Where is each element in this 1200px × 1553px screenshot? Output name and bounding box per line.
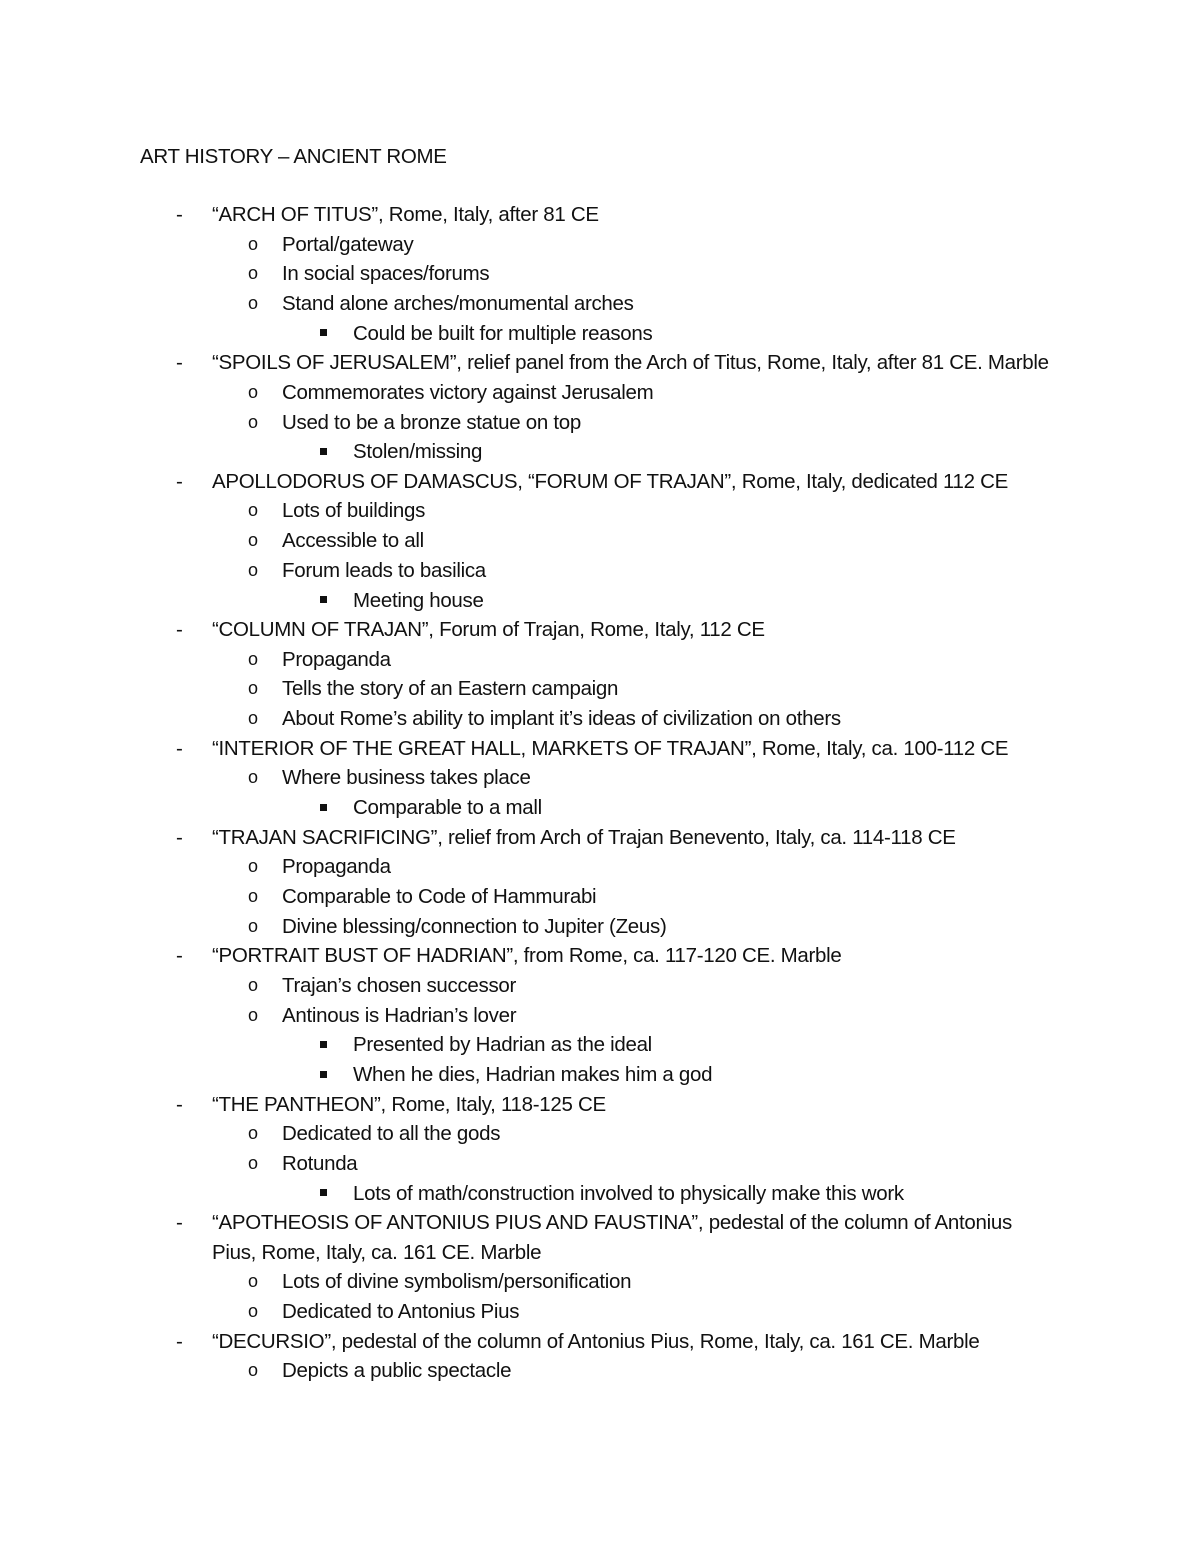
dash-bullet-icon: - [176,1211,183,1235]
circle-bullet-icon: o [248,263,258,284]
outline-item-level-3 [0,1060,1200,1090]
circle-bullet-icon: o [248,530,258,551]
outline-item-level-1 [0,734,1200,764]
circle-bullet-icon: o [248,1300,258,1321]
circle-bullet-icon: o [248,1360,258,1381]
outline-item-text: Lots of buildings [282,499,426,523]
outline-item-text: Presented by Hadrian as the ideal [353,1033,652,1057]
dash-bullet-icon: - [176,203,183,226]
dash-bullet-icon: - [176,944,183,968]
circle-bullet-icon: o [248,500,258,521]
outline-item-text: “COLUMN OF TRAJAN”, Forum of Trajan, Rome, Italy, 112 CE [212,618,765,642]
outline-item-level-2 [0,645,1200,675]
dash-bullet-icon: - [176,1329,183,1353]
dash-bullet-icon: - [176,469,183,493]
outline-item-level-1 [0,1208,1200,1267]
outline-item-level-2 [0,230,1200,260]
outline-item-level-1 [0,823,1200,853]
outline-item-level-2 [0,259,1200,289]
outline-item-text: “THE PANTHEON”, Rome, Italy, 118-125 CE [212,1092,606,1116]
outline-item-text: Used to be a bronze statue on top [282,410,581,434]
outline-item-text: Commemorates victory against Jerusalem [282,380,654,404]
square-bullet-icon [320,793,327,823]
square-bullet-icon [320,1030,327,1060]
outline-item-level-2 [0,852,1200,882]
dash-bullet-icon: - [176,736,183,760]
dash-bullet-icon: - [176,618,183,642]
outline-item-text: Accessible to all [282,529,424,553]
outline-item-level-1 [0,941,1200,971]
outline-item-text: Propaganda [282,855,391,879]
outline-item-text: “TRAJAN SACRIFICING”, relief from Arch of Trajan Benevento, Italy, ca. 114-118 CE [212,825,956,849]
outline-item-level-2 [0,496,1200,526]
outline-item-text: Forum leads to basilica [282,558,486,582]
outline-item-level-2 [0,526,1200,556]
outline-item-text: Lots of math/construction involved to physically make this work [353,1181,904,1205]
outline-item-level-1 [0,348,1200,378]
outline-item-text: Divine blessing/connection to Jupiter (Zeus) [282,914,667,938]
outline-item-level-2 [0,408,1200,438]
outline-item-text: Depicts a public spectacle [282,1359,512,1383]
square-bullet-icon [320,1179,327,1209]
outline-item-text: Trajan’s chosen successor [282,973,517,997]
outline-item-text: “APOTHEOSIS OF ANTONIUS PIUS AND FAUSTINA”, pedestal of the column of Antonius Pius, Rome, Italy, ca. 161 CE. Marble [212,1211,1012,1264]
outline-item-text: “INTERIOR OF THE GREAT HALL, MARKETS OF TRAJAN”, Rome, Italy, ca. 100-112 CE [212,736,1009,760]
outline-item-level-2 [0,674,1200,704]
circle-bullet-icon: o [248,974,258,995]
circle-bullet-icon: o [248,381,258,402]
outline-item-text: Dedicated to Antonius Pius [282,1299,520,1323]
outline-item-text: Comparable to a mall [353,796,542,820]
outline-item-text: Rotunda [282,1151,358,1175]
outline-item-text: Lots of divine symbolism/personification [282,1270,632,1294]
outline-item-level-2 [0,1356,1200,1386]
outline-item-text: Antinous is Hadrian’s lover [282,1003,517,1027]
circle-bullet-icon: o [248,915,258,936]
outline-list [0,200,1200,1386]
circle-bullet-icon: o [248,1271,258,1292]
outline-item-level-2 [0,378,1200,408]
outline-item-level-2 [0,1119,1200,1149]
circle-bullet-icon: o [248,708,258,729]
dash-bullet-icon: - [176,351,183,375]
outline-item-text: When he dies, Hadrian makes him a god [353,1062,713,1086]
outline-item-level-1 [0,1327,1200,1357]
square-bullet-icon [320,1060,327,1090]
circle-bullet-icon: o [248,1004,258,1025]
outline-item-level-1 [0,1090,1200,1120]
outline-item-text: In social spaces/forums [282,262,490,286]
outline-item-level-3 [0,437,1200,467]
circle-bullet-icon: o [248,885,258,906]
dash-bullet-icon: - [176,1092,183,1116]
circle-bullet-icon: o [248,648,258,669]
outline-item-level-2 [0,882,1200,912]
outline-item-text: Stolen/missing [353,440,483,464]
outline-item-text: Meeting house [353,588,484,612]
outline-item-text: Comparable to Code of Hammurabi [282,884,597,908]
outline-item-level-2 [0,1149,1200,1179]
outline-item-text: Where business takes place [282,766,531,790]
outline-item-level-3 [0,1179,1200,1209]
outline-item-text: “SPOILS OF JERUSALEM”, relief panel from the Arch of Titus, Rome, Italy, after 81 CE. Marble [212,351,1049,375]
circle-bullet-icon: o [248,292,258,313]
square-bullet-icon [320,437,327,467]
outline-item-text: Tells the story of an Eastern campaign [282,677,619,701]
outline-item-text: Could be built for multiple reasons [353,321,653,345]
outline-item-level-2 [0,289,1200,319]
outline-item-level-2 [0,971,1200,1001]
outline-item-level-2 [0,556,1200,586]
dash-bullet-icon: - [176,825,183,849]
outline-item-level-2 [0,763,1200,793]
square-bullet-icon [320,319,327,349]
circle-bullet-icon: o [248,856,258,877]
outline-item-level-2 [0,912,1200,942]
outline-item-text: “ARCH OF TITUS”, Rome, Italy, after 81 CE [212,203,599,226]
outline-item-level-2 [0,1001,1200,1031]
square-bullet-icon [320,586,327,616]
outline-item-text: Propaganda [282,647,391,671]
circle-bullet-icon: o [248,411,258,432]
outline-item-level-3 [0,319,1200,349]
circle-bullet-icon: o [248,1123,258,1144]
document-title: ART HISTORY – ANCIENT ROME [140,145,447,168]
outline-item-level-2 [0,1297,1200,1327]
outline-item-text: APOLLODORUS OF DAMASCUS, “FORUM OF TRAJAN”, Rome, Italy, dedicated 112 CE [212,469,1009,493]
outline-item-text: “PORTRAIT BUST OF HADRIAN”, from Rome, ca. 117-120 CE. Marble [212,944,842,968]
outline-item-text: Stand alone arches/monumental arches [282,291,634,315]
circle-bullet-icon: o [248,233,258,254]
outline-item-level-1 [0,467,1200,497]
outline-item-level-3 [0,793,1200,823]
outline-item-level-3 [0,586,1200,616]
outline-item-level-2 [0,704,1200,734]
outline-item-level-3 [0,1030,1200,1060]
circle-bullet-icon: o [248,1152,258,1173]
outline-item-level-1 [0,200,1200,230]
outline-item-level-1 [0,615,1200,645]
circle-bullet-icon: o [248,678,258,699]
outline-item-level-2 [0,1267,1200,1297]
circle-bullet-icon: o [248,559,258,580]
outline-item-text: Dedicated to all the gods [282,1122,501,1146]
outline-item-text: “DECURSIO”, pedestal of the column of Antonius Pius, Rome, Italy, ca. 161 CE. Marble [212,1329,980,1353]
outline-item-text: About Rome’s ability to implant it’s ideas of civilization on others [282,707,841,731]
circle-bullet-icon: o [248,767,258,788]
outline-item-text: Portal/gateway [282,232,414,256]
